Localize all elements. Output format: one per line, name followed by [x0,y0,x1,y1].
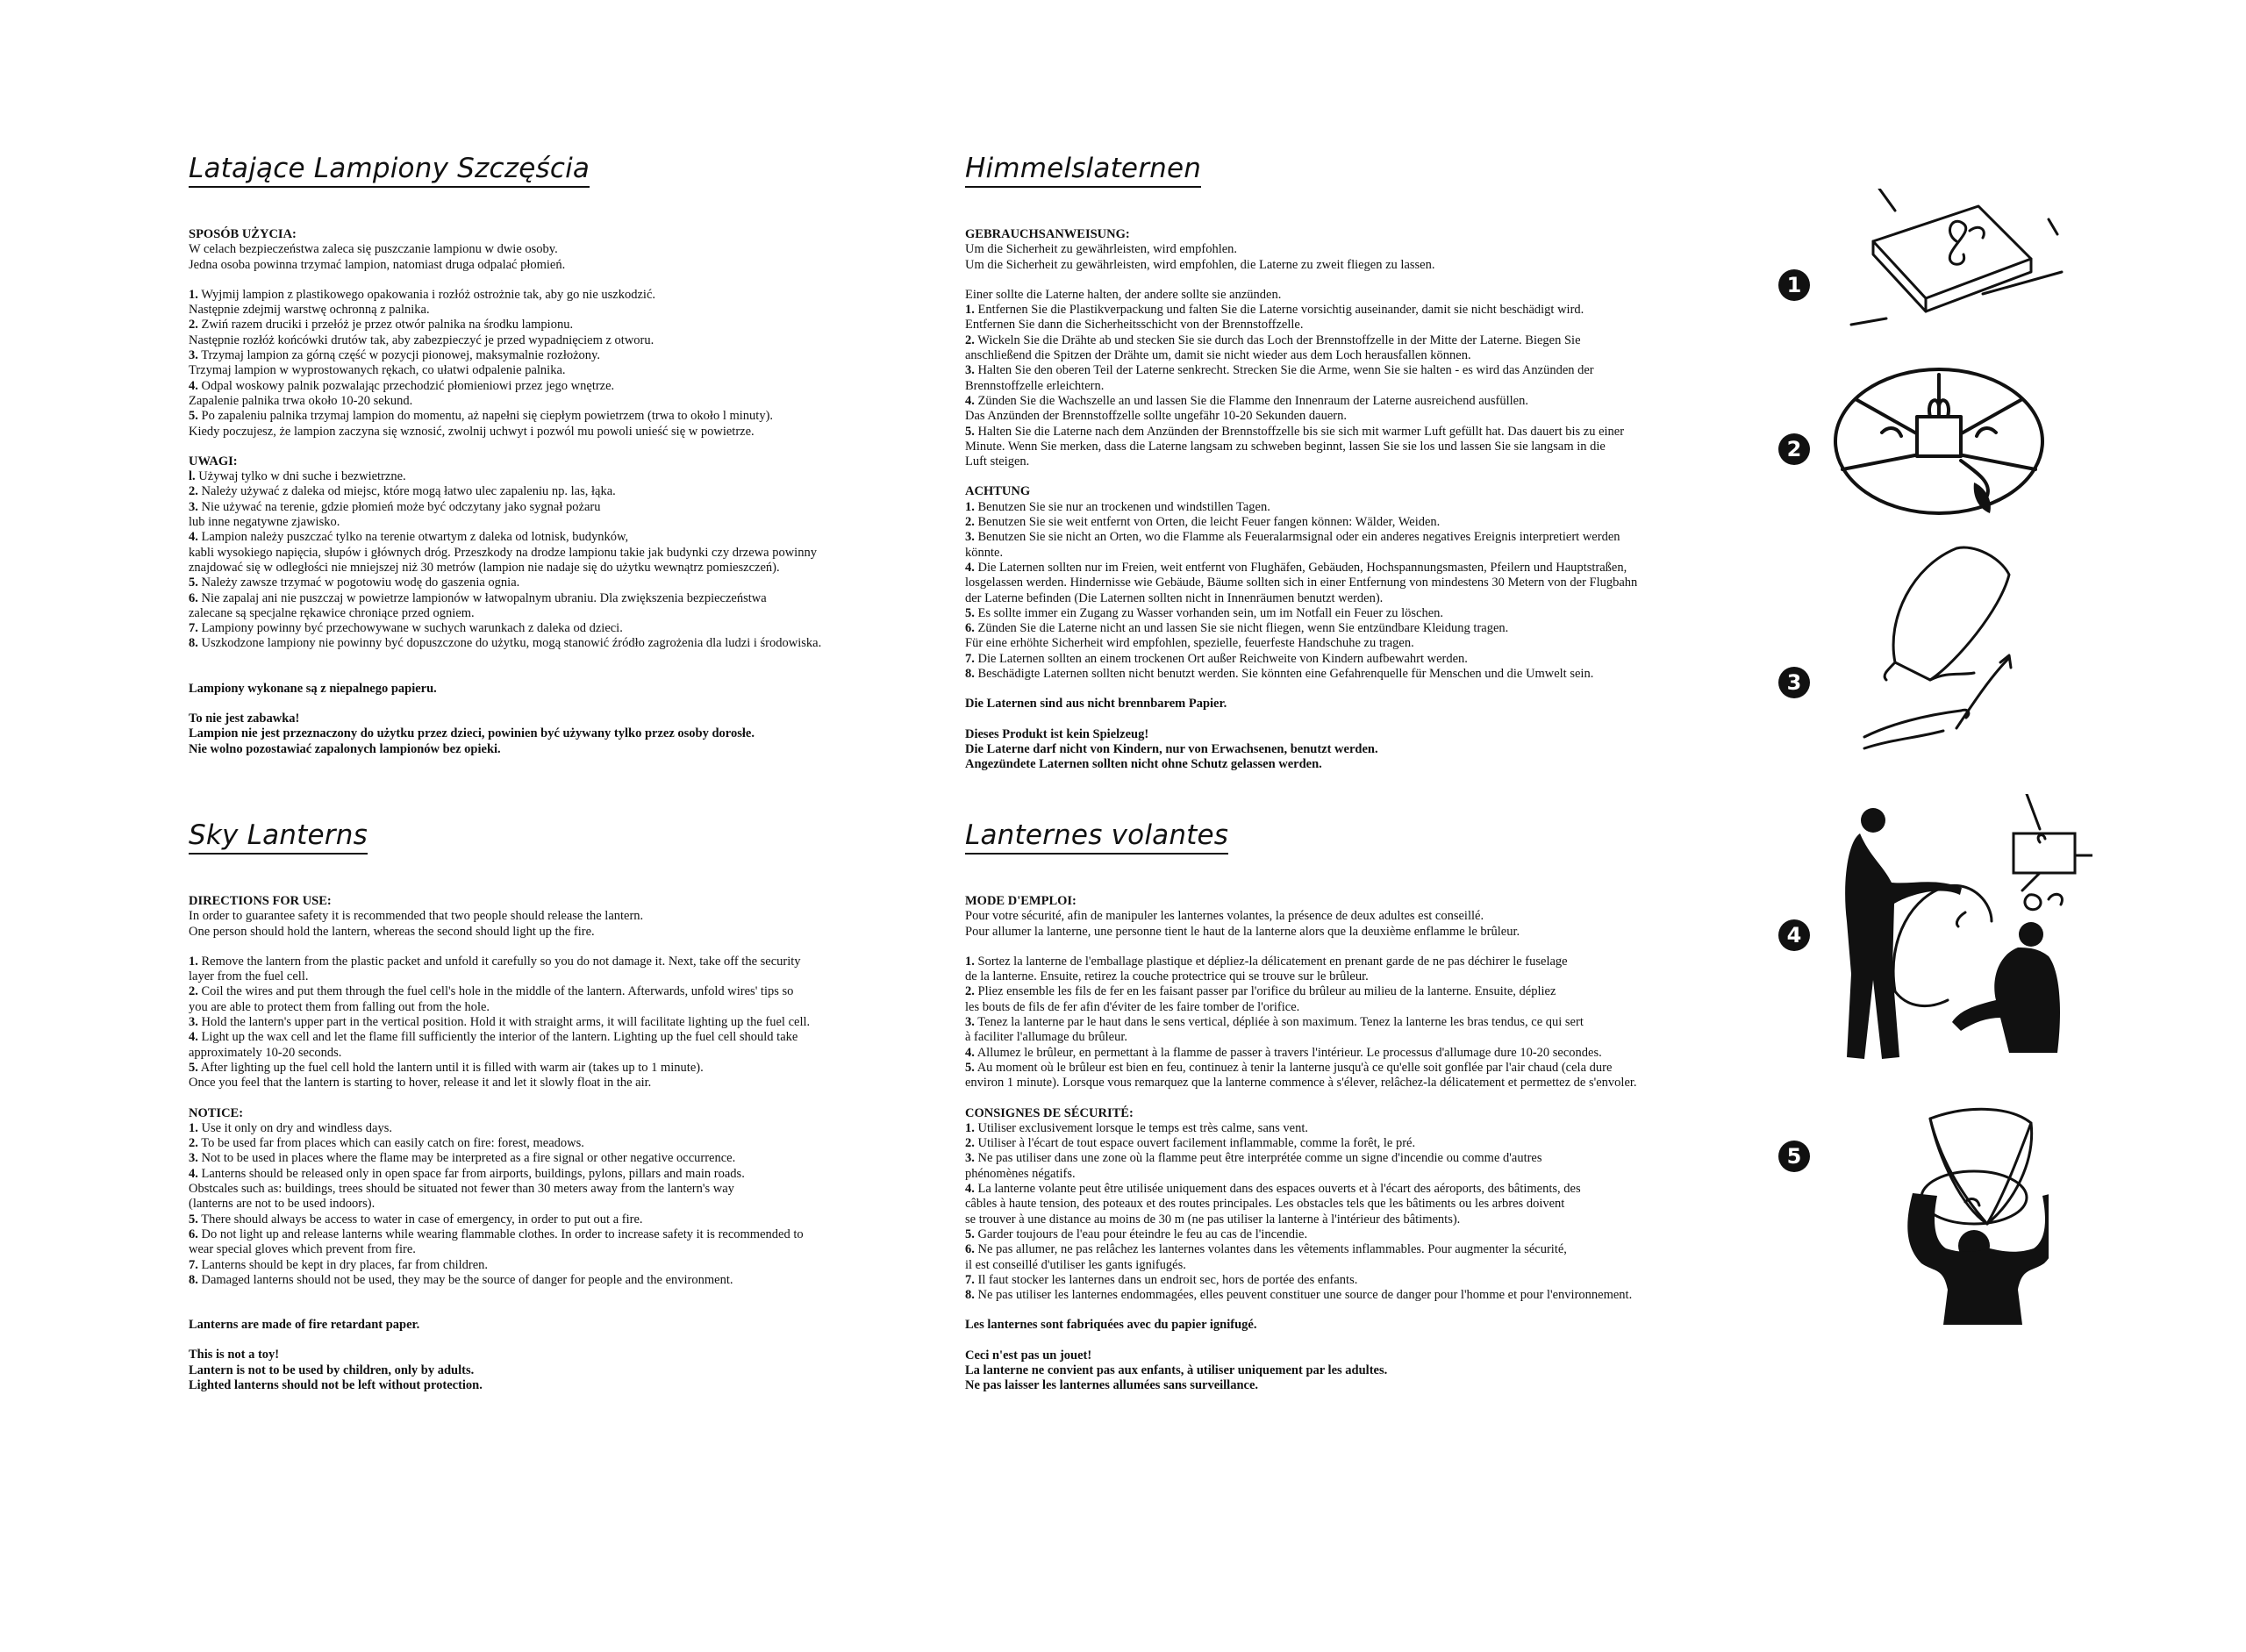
intro-line: Pour allumer la lanterne, une personne tient le haut de la lanterne alors que la deuxième enflamme le brûleur. [965,924,1520,939]
item-number: 4. [965,393,975,408]
item-number: 5. [965,1060,975,1075]
steps-list [965,955,1737,1091]
item-text: Il faut stocker les lanternes dans un endroit sec, hors de portée des enfants. [974,1272,1358,1287]
section-title: Sky Lanterns [189,819,368,855]
item-text: To be used far from places which can easily catch on fire: forest, meadows. [197,1136,584,1151]
item-text: There should always be access to water in case of emergency, in order to put out a fire. [197,1212,643,1226]
section-french [965,819,1737,1394]
list-item [965,984,1737,1015]
item-number: 5. [189,1060,198,1075]
list-item [189,318,943,348]
item-number: 7. [965,651,975,666]
item-number: 8. [965,667,975,682]
section-polish [189,153,943,757]
usage-heading: MODE D'EMPLOI: [965,894,1077,908]
intro-line: Um die Sicherheit zu gewährleisten, wird empfohlen, die Laterne zu zweit fliegen zu lassen. [965,257,1435,272]
item-text: Ne pas utiliser les lanternes endommagées, elles peuvent constituer une source de danger pour l'homme et pour l'environnement. [974,1288,1633,1303]
list-item [189,955,943,985]
list-item [189,1015,943,1030]
item-text: Wyjmij lampion z plastikowego opakowania i rozłóż ostrożnie tak, aby go nie uszkodzić. Następnie zdejmij warstwę ochronną z palnika. [189,287,656,318]
item-text: Entfernen Sie die Plastikverpackung und falten Sie die Laterne vorsichtig auseinander, damit sie nicht beschädigt wird. Entfernen Sie dann die Sicherheitsschicht von der Brennstoffzelle. [965,303,1584,333]
notes-list [189,1121,943,1288]
list-item [965,363,1737,394]
step-5-badge: 5 [1778,1141,1810,1172]
section-english [189,819,943,1393]
toy-warning: Ceci n'est pas un jouet! [965,1348,1092,1362]
item-number: 1. [189,1120,198,1135]
intro-line: Um die Sicherheit zu gewährleisten, wird empfohlen. [965,242,1238,257]
item-text: Trzymaj lampion za górną część w pozycji pionowej, maksymalnie rozłożony. Trzymaj lampion w wyprostowanych rękach, co ułatwi odpalenie palnika. [189,348,600,378]
list-item [189,1212,943,1227]
step-3-badge: 3 [1778,667,1810,698]
list-item [965,955,1737,985]
toy-warning: La lanterne ne convient pas aux enfants, à utiliser uniquement par les adultes. [965,1363,1388,1378]
item-number: 3. [189,499,198,514]
list-item [965,1061,1737,1091]
list-item [189,1121,943,1136]
hold-lantern-illustration [1860,540,2053,759]
item-number: 4. [189,1030,198,1045]
item-number: 4. [965,1045,975,1060]
item-text: Tenez la lanterne par le haut dans le sens vertical, dépliée à son maximum. Tenez la lanterne les bras tendus, ce qui sert à faciliter l'allumage du brûleur. [965,1015,1584,1045]
intro-line: Jedna osoba powinna trzymać lampion, natomiast druga odpalać płomień. [189,257,566,272]
item-number: 6. [189,1226,198,1241]
step-2-badge: 2 [1778,433,1810,465]
item-text: Lanterns should be kept in dry places, far from children. [197,1257,489,1272]
notes-list [189,469,943,652]
list-item [189,348,943,379]
item-number: 5. [189,576,198,590]
item-text: Zwiń razem druciki i przełóż je przez otwór palnika na środku lampionu. Następnie rozłóż końcówki drutów tak, aby zabezpieczyć je przed wypadnięciem z otworu. [189,318,654,347]
item-text: Utiliser à l'écart de tout espace ouvert facilement inflammable, comme la forêt, le pré. [974,1136,1416,1151]
item-text: Nie używać na terenie, gdzie płomień może być odczytany jako sygnał pożaru lub inne negatywne zjawisko. [189,499,601,530]
item-number: 6. [189,590,198,605]
insert-wires-illustration [1829,364,2049,518]
item-text: Po zapaleniu palnika trzymaj lampion do momentu, aż napełni się ciepłym powietrzem (trwa to około l minuty). Kiedy poczujesz, że lampion zaczyna się wznosić, zwolnij uchwyt i pozwól mu powoli unieść się w powietrze. [189,409,774,439]
notes-heading: ACHTUNG [965,484,1031,499]
list-item [189,621,943,636]
paper-note: Les lanternes sont fabriquées avec du papier ignifugé. [965,1318,1257,1333]
item-text: Light up the wax cell and let the flame fill sufficiently the interior of the lantern. Lighting up the fuel cell should take approximately 10-20 seconds. [189,1030,798,1060]
toy-warning: Ne pas laisser les lanternes allumées sans surveillance. [965,1378,1259,1393]
item-text: Należy używać z daleka od miejsc, które mogą łatwo ulec zapaleniu np. las, łąka. [197,484,616,499]
list-item [189,636,943,651]
list-item [965,425,1737,470]
item-number: 1. [965,303,975,318]
list-item [189,500,943,531]
item-text: Lampion należy puszczać tylko na terenie otwartym z daleka od lotnisk, budynków, kabli wysokiego napięcia, słupów i głównych dróg. Przeszkody na drodze lampionu takie jak budynki czy drzewa powinny znajdować się w odległości nie mniejszej niż 30 metrów (lampion nie nadaje się do użytku wewnątrz pomieszczeń). [189,530,817,575]
item-number: 2. [965,515,975,530]
item-number: 3. [189,1015,198,1030]
item-text: Not to be used in places where the flame may be interpreted as a fire signal or other negative occurrence. [197,1151,736,1166]
item-text: Allumez le brûleur, en permettant à la flamme de passer à travers l'intérieur. Le processus d'allumage dure 10-20 secondes. [974,1045,1602,1060]
item-number: 6. [965,1242,975,1257]
item-text: Halten Sie den oberen Teil der Laterne senkrecht. Strecken Sie die Arme, wenn Sie sie halten - es wird das Anzünden der Brennstoffzelle erleichtern. [965,363,1594,393]
item-text: Benutzen Sie sie weit entfernt von Orten, die leicht Feuer fangen können: Wälder, Weiden. [974,515,1441,530]
notes-heading: NOTICE: [189,1105,244,1120]
item-text: Garder toujours de l'eau pour éteindre le feu au cas de l'incendie. [974,1226,1308,1241]
item-text: Uszkodzone lampiony nie powinny być dopuszczone do użytku, mogą stanowić źródło zagrożenia dla ludzi i środowiska. [197,636,822,651]
toy-warning: Nie wolno pozostawiać zapalonych lampionów bez opieki. [189,741,501,756]
section-title: Himmelslaternen [965,153,1201,188]
toy-warning: Lampion nie jest przeznaczony do użytku przez dzieci, powinien być używany tylko przez osoby dorosłe. [189,726,755,741]
list-item [189,576,943,590]
item-number: 3. [965,530,975,545]
list-item [189,1061,943,1091]
item-text: Nie zapalaj ani nie puszczaj w powietrze lampionów w łatwopalnym ubraniu. Dla zwiększenia bezpieczeństwa zalecane są specjalne rękawice chroniące przed ogniem. [189,590,767,620]
paper-note: Lampiony wykonane są z niepalnego papieru. [189,681,437,696]
notes-list [965,500,1737,683]
steps-list [189,955,943,1091]
item-number: 4. [189,378,198,393]
item-number: 8. [965,1288,975,1303]
list-item [189,984,943,1015]
list-item [189,288,943,318]
item-text: Wickeln Sie die Drähte ab und stecken Sie sie durch das Loch der Brennstoffzelle in der Mitte der Laterne. Biegen Sie anschließend die Spitzen der Drähte um, damit sie nicht wieder aus dem Loch herausfallen können. [965,333,1581,363]
step-1-badge: 1 [1778,269,1810,301]
toy-warning: Lantern is not to be used by children, only by adults. [189,1362,475,1377]
light-burner-illustration [1838,794,2092,1062]
intro-line: Einer sollte die Laterne halten, der andere sollte sie anzünden. [965,287,1282,302]
notes-heading: UWAGI: [189,454,238,468]
item-text: Odpal woskowy palnik pozwalając przechodzić płomieniowi przez jego wnętrze. Zapalenie palnika trwa około 10-20 sekund. [189,378,615,408]
intro-line: In order to guarantee safety it is recommended that two people should release the lantern. [189,909,644,924]
item-number: 4. [189,530,198,545]
list-item [965,530,1737,561]
item-number: 2. [189,1136,198,1151]
item-text: Benutzen Sie sie nur an trockenen und windstillen Tagen. [974,499,1270,514]
item-text: Używaj tylko w dni suche i bezwietrzne. [195,469,406,484]
item-number: 5. [189,409,198,424]
item-number: 2. [189,318,198,333]
list-item [965,515,1737,530]
item-number: 1. [965,499,975,514]
item-number: 1. [189,287,198,302]
list-item [965,1273,1737,1288]
item-number: 3. [189,348,198,363]
item-number: 5. [965,424,975,439]
item-number: 4. [965,1182,975,1197]
list-item [189,1136,943,1151]
item-text: La lanterne volante peut être utilisée uniquement dans des espaces ouverts et à l'écart des aéroports, des bâtiments, des câbles à haute tension, des poteaux et des routes principales. Les obstacles tels que les bâtiments ou les arbres doivent se trouver à une distance au moins de 30 m (ne pas utiliser la lanterne à l'intérieur des bâtiments). [965,1182,1581,1226]
list-item [965,1151,1737,1182]
item-number: 8. [189,636,198,651]
list-item [189,409,943,440]
toy-warning: Lighted lanterns should not be left without protection. [189,1378,483,1393]
item-text: Au moment où le brûleur est bien en feu, continuez à tenir la lanterne jusqu'à ce qu'elle soit gonflée par l'air chaud (cela dure environ 1 minute). Lorsque vous remarquez que la lanterne commence à s'élever, relâchez-la délicatement et permettez de s'envoler. [965,1060,1637,1091]
section-title: Latające Lampiony Szczęścia [189,153,590,188]
list-item [965,303,1737,333]
item-number: 1. [189,954,198,969]
usage-heading: DIRECTIONS FOR USE: [189,894,332,908]
unfold-package-illustration [1834,189,2088,329]
item-number: 2. [965,1136,975,1151]
list-item [965,667,1737,682]
intro-line: Pour votre sécurité, afin de manipuler les lanternes volantes, la présence de deux adultes est conseillé. [965,909,1484,924]
item-text: Ne pas allumer, ne pas relâchez les lanternes volantes dans les vêtements inflammables. Pour augmenter la sécurité, il est conseillé d'utiliser les gants ignifugés. [965,1242,1567,1272]
item-text: Sortez la lanterne de l'emballage plastique et dépliez-la délicatement en prenant garde de ne pas déchirer le fuselage de la lanterne. Ensuite, retirez la couche protectrice qui se trouve sur le brûleur. [965,954,1568,984]
step-4-badge: 4 [1778,919,1810,951]
intro-line: W celach bezpieczeństwa zaleca się puszczanie lampionu w dwie osoby. [189,242,558,257]
list-item [189,484,943,499]
item-text: Es sollte immer ein Zugang zu Wasser vorhanden sein, um im Notfall ein Feuer zu löschen. [974,605,1444,620]
item-text: Należy zawsze trzymać w pogotowiu wodę do gaszenia ognia. [197,576,520,590]
notes-list [965,1121,1737,1304]
item-number: 7. [965,1272,975,1287]
list-item [965,1121,1737,1136]
item-text: Die Laternen sollten an einem trockenen Ort außer Reichweite von Kindern aufbewahrt werden. [974,651,1468,666]
usage-heading: GEBRAUCHSANWEISUNG: [965,227,1130,241]
paper-note: Lanterns are made of fire retardant paper. [189,1318,420,1333]
item-text: After lighting up the fuel cell hold the lantern until it is filled with warm air (takes up to 1 minute). Once you feel that the lantern is starting to hover, release it and let it slowly float in the air. [189,1060,704,1091]
item-text: Zünden Sie die Laterne nicht an und lassen Sie sie nicht fliegen, wenn Sie entzündbare Kleidung tragen. Für eine erhöhte Sicherheit wird empfohlen, spezielle, feuerfeste Handschuhe zu tragen. [965,621,1509,651]
item-text: Ne pas utiliser dans une zone où la flamme peut être interprétée comme un signe d'incendie ou comme d'autres phénomènes négatifs. [965,1151,1542,1181]
item-number: 4. [965,560,975,575]
item-text: Lampiony powinny być przechowywane w suchych warunkach z daleka od dzieci. [197,621,623,636]
list-item [965,1182,1737,1227]
paper-note: Die Laternen sind aus nicht brennbarem Papier. [965,697,1227,712]
list-item [189,1151,943,1166]
list-item [965,500,1737,515]
list-item [965,1242,1737,1273]
item-text: Remove the lantern from the plastic packet and unfold it carefully so you do not damage it. Next, take off the security layer from the fuel cell. [189,954,801,984]
list-item [965,652,1737,667]
item-number: 7. [189,621,198,636]
item-number: 2. [189,484,198,499]
list-item [965,394,1737,425]
list-item [965,621,1737,652]
item-number: 5. [965,1226,975,1241]
item-text: Coil the wires and put them through the fuel cell's hole in the middle of the lantern. Afterwards, unfold wires' tips so you are able to protect them from falling out from the hole. [189,984,794,1014]
notes-heading: CONSIGNES DE SÉCURITÉ: [965,1105,1134,1120]
section-title: Lanternes volantes [965,819,1228,855]
item-text: Lanterns should be released only in open space far from airports, buildings, pylons, pillars and main roads. Obstcales such as: buildings, trees should be situated not fewer than 30 meters away from the lantern's way (lanterns are not to be used indoors). [189,1166,745,1212]
steps-list [965,303,1737,469]
list-item [965,1136,1737,1151]
item-text: Die Laternen sollten nur im Freien, weit entfernt von Flughäfen, Gebäuden, Hochspannungsmasten, Pfeilern und Hauptstraßen, losgelassen werden. Hindernisse wie Gebäude, Bäume sollten sich in einer Entfernung von mindestens 30 Metern von der Flugbahn der Laterne befinden (Die Laternen sollten nicht in Innenräumen benutzt werden). [965,560,1638,605]
toy-warning: This is not a toy! [189,1348,280,1362]
item-number: l. [189,469,196,484]
item-number: 7. [189,1257,198,1272]
item-number: 2. [965,984,975,999]
item-number: 5. [189,1212,198,1226]
item-number: 3. [189,1151,198,1166]
item-text: Zünden Sie die Wachszelle an und lassen Sie die Flamme den Innenraum der Laterne ausreichend ausfüllen. Das Anzünden der Brennstoffzelle sollte ungefähr 10-20 Sekunden dauern. [965,393,1528,424]
item-number: 8. [189,1272,198,1287]
toy-warning: Dieses Produkt ist kein Spielzeug! [965,726,1149,741]
item-number: 3. [965,363,975,378]
steps-list [189,288,943,440]
list-item [965,1015,1737,1046]
list-item [965,1288,1737,1303]
list-item [189,591,943,622]
toy-warning: To nie jest zabawka! [189,712,300,726]
item-text: Do not light up and release lanterns while wearing flammable clothes. In order to increase safety it is recommended to wear special gloves which prevent from fire. [189,1226,804,1257]
toy-warning: Die Laterne darf nicht von Kindern, nur von Erwachsenen, benutzt werden. [965,741,1378,756]
intro-line: One person should hold the lantern, whereas the second should light up the fire. [189,924,595,939]
list-item [189,379,943,410]
item-text: Damaged lanterns should not be used, they may be the source of danger for people and the environment. [197,1272,733,1287]
usage-heading: SPOSÓB UŻYCIA: [189,227,297,241]
list-item [965,561,1737,606]
list-item [189,469,943,484]
item-text: Pliez ensemble les fils de fer en les faisant passer par l'orifice du brûleur au milieu de la lanterne. Ensuite, dépliez les bouts de fils de fer afin d'éviter de les faire tomber de l'orifice. [965,984,1556,1014]
item-text: Hold the lantern's upper part in the vertical position. Hold it with straight arms, it will facilitate lighting up the fuel cell. [197,1015,811,1030]
item-text: Beschädigte Laternen sollten nicht benutzt werden. Sie könnten eine Gefahrenquelle für Menschen und die Umwelt sein. [974,667,1594,682]
item-number: 3. [965,1015,975,1030]
list-item [965,606,1737,621]
list-item [189,1167,943,1212]
item-number: 3. [965,1151,975,1166]
list-item [965,1227,1737,1242]
list-item [189,530,943,576]
release-lantern-illustration [1895,1101,2049,1325]
section-german [965,153,1737,773]
item-number: 5. [965,605,975,620]
list-item [965,1046,1737,1061]
item-number: 6. [965,621,975,636]
list-item [189,1227,943,1258]
list-item [189,1030,943,1061]
toy-warning: Angezündete Laternen sollten nicht ohne Schutz gelassen werden. [965,757,1322,772]
item-text: Use it only on dry and windless days. [197,1120,392,1135]
list-item [965,333,1737,364]
list-item [189,1273,943,1288]
item-text: Benutzen Sie sie nicht an Orten, wo die Flamme als Feueralarmsignal oder ein anderes negatives Ereignis interpretiert werden könnte. [965,530,1620,560]
item-text: Utiliser exclusivement lorsque le temps est très calme, sans vent. [974,1120,1308,1135]
item-number: 1. [965,1120,975,1135]
item-number: 2. [965,333,975,347]
item-number: 1. [965,954,975,969]
item-text: Halten Sie die Laterne nach dem Anzünden der Brennstoffzelle bis sie sich mit warmer Luft gefüllt hat. Das dauert bis zu einer Minute. Wenn Sie merken, dass die Laterne langsam zu schweben beginnt, lassen Sie sie los und lassen Sie sie langsam in die Luft steigen. [965,424,1625,469]
list-item [189,1258,943,1273]
item-number: 4. [189,1166,198,1181]
item-number: 2. [189,984,198,999]
